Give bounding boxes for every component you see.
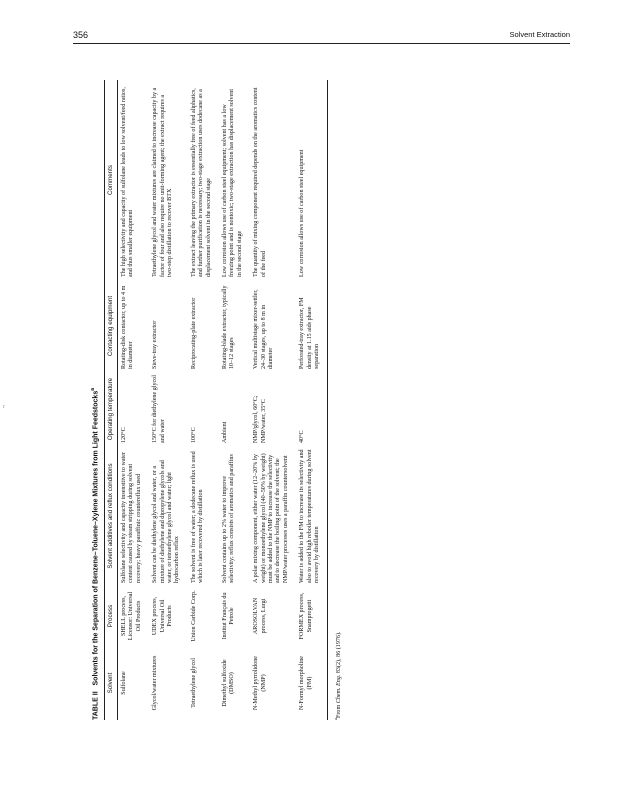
cell-additives: A polar mixing component, either water (12–20% by weight) or monoethylene glycol (40–50% by weight) must be added to the NMP to increase the selectivity and to decrease the boiling point of the solvent; the NMP/water processes uses a paraffin countersolvent [253,453,289,583]
table-row [296,80,328,720]
header-rule [73,43,570,44]
margin-mark: r [3,404,5,410]
cell-solvent: N-Formyl morpholine (FM) [296,646,328,720]
cell-temperature: Ambient [222,421,228,443]
cell-comments: Low corrosion allows use of carbon steel equipment; solvent has a low freezing point and is nontoxic; two-stage extraction has displacement solvent in the second stage [222,88,243,277]
cell-equipment: Reciprocating-plate extractor [190,297,197,369]
cell-solvent: Tetraethylene glycol [190,658,197,708]
column-header-temperature: Operating temperature [104,372,117,446]
cell-equipment: Perforated-tray extractor, FM density at 1.15 aids phase separation [296,280,328,372]
cell-process: UDEX process, Universal Oil Products [152,596,173,636]
cell-solvent: Glycol/water mixtures [152,655,159,711]
column-header-process: Process [104,586,117,646]
table-caption-footnote-mark: a [90,388,96,391]
cell-process: AROSOLVAN process, Lurgi [253,597,267,635]
table-caption-title: Solvents for the Separation of Benzene–Toluene–Xylene Mixtures from Light Feedstocks [92,390,100,686]
cell-process: Union Carbide Corp. [190,590,197,642]
cell-temperature: 100°C [190,427,197,443]
table-header-row [104,80,117,720]
footnote-prefix: From [336,704,343,718]
cell-equipment: Sieve-tray extractor [152,320,159,369]
cell-solvent: N-Methyl pyrrolidone (NMP) [253,656,267,710]
cell-equipment: Rotating-disk contactor, up to 4 m in diameter [120,285,135,369]
cell-temperature: NMP/glycol, 60°C; NMP/water, 35°C [253,395,267,443]
cell-temperature: 120°C [120,427,127,443]
cell-comments: The high selectivity and capacity of sulfolane leads to low solvent/feed ratios, and thus smaller equipment [120,87,135,277]
footnote-journal: Chem. Eng. [336,674,343,704]
table-row [149,80,188,720]
table-row [219,80,250,720]
table-row [188,80,219,720]
cell-temperature: 40°C [296,372,328,446]
cell-solvent: Sulfolane [120,671,127,695]
cell-process: FORMEX process, Snamprogetti [296,586,328,646]
column-header-solvent: Solvent [104,646,117,720]
cell-solvent: Dimethyl sulfoxide (DMSO) [222,659,236,707]
cell-comments: The quantity of mixing component required depends on the aromatics content of the feed [253,87,267,277]
footnote-mark: a [333,718,339,720]
cell-additives: The solvent is free of water; a dodecane reflux is used which is later recovered by distillation [190,451,205,583]
cell-additives: Sulfolane selectivity and capacity insensitive to water content caused by steam stripping during solvent recovery; heavy paraffinic countereflux used [120,452,142,583]
footnote-citation: 83(2), 86 (1976). [336,631,343,674]
table-row [117,80,149,720]
cell-comments: Low corrosion allows use of carbon steel equipment [296,80,328,280]
cell-additives: Solvent can be diethylene glycol and water, or a mixture of diethylene and dipropylene glycols and water, or tetraethylene glycol and water; light hydrocarbon reflux [152,460,181,583]
cell-additives: Water is added to the FM to increase its selectivity and also to avoid high reboiler temperatures during solvent recovery by distillation [296,446,328,586]
running-head: Solvent Extraction [509,30,570,39]
column-header-comments: Comments [104,80,117,280]
cell-temperature: 150°C for diethylene glycol and water [152,375,166,443]
cell-additives: Solvent contains up to 2% water to improve selectivity; reflux consists of aromatics and paraffins [222,454,236,583]
cell-comments: Tetraethylene glycol and water mixtures are claimed to increase capacity by a factor of four and also require no unit-forming agent; the extract requires a two-step distillation to recover BTX [152,87,173,277]
rotated-table-block [90,80,530,720]
table-caption-label: TABLE II [92,691,100,720]
table-footnote [332,80,343,720]
page-number: 356 [73,30,89,40]
column-header-additives: Solvent additives and reflux conditions [104,446,117,586]
cell-process: SHELL process, Licensor: Universal Oil Products [120,591,142,641]
cell-process: Institut Français du Petrole [222,592,236,640]
cell-comments: The extract leaving the primary extractor is essentially free of feed aliphatics, and further purification is necessary; two-stage extraction uses dodecane as a displacement solvent in the second stage [190,88,212,277]
solvents-table [104,80,329,720]
table-row [250,80,296,720]
column-header-equipment: Contacting equipment [104,280,117,372]
table-caption [90,80,100,720]
cell-equipment: Vertical multistage mixer-settler, 24–30 stages, up to 8 m in diameter [253,289,275,369]
cell-equipment: Rotating-blade extractor, typically 10–12 stages [222,285,236,369]
